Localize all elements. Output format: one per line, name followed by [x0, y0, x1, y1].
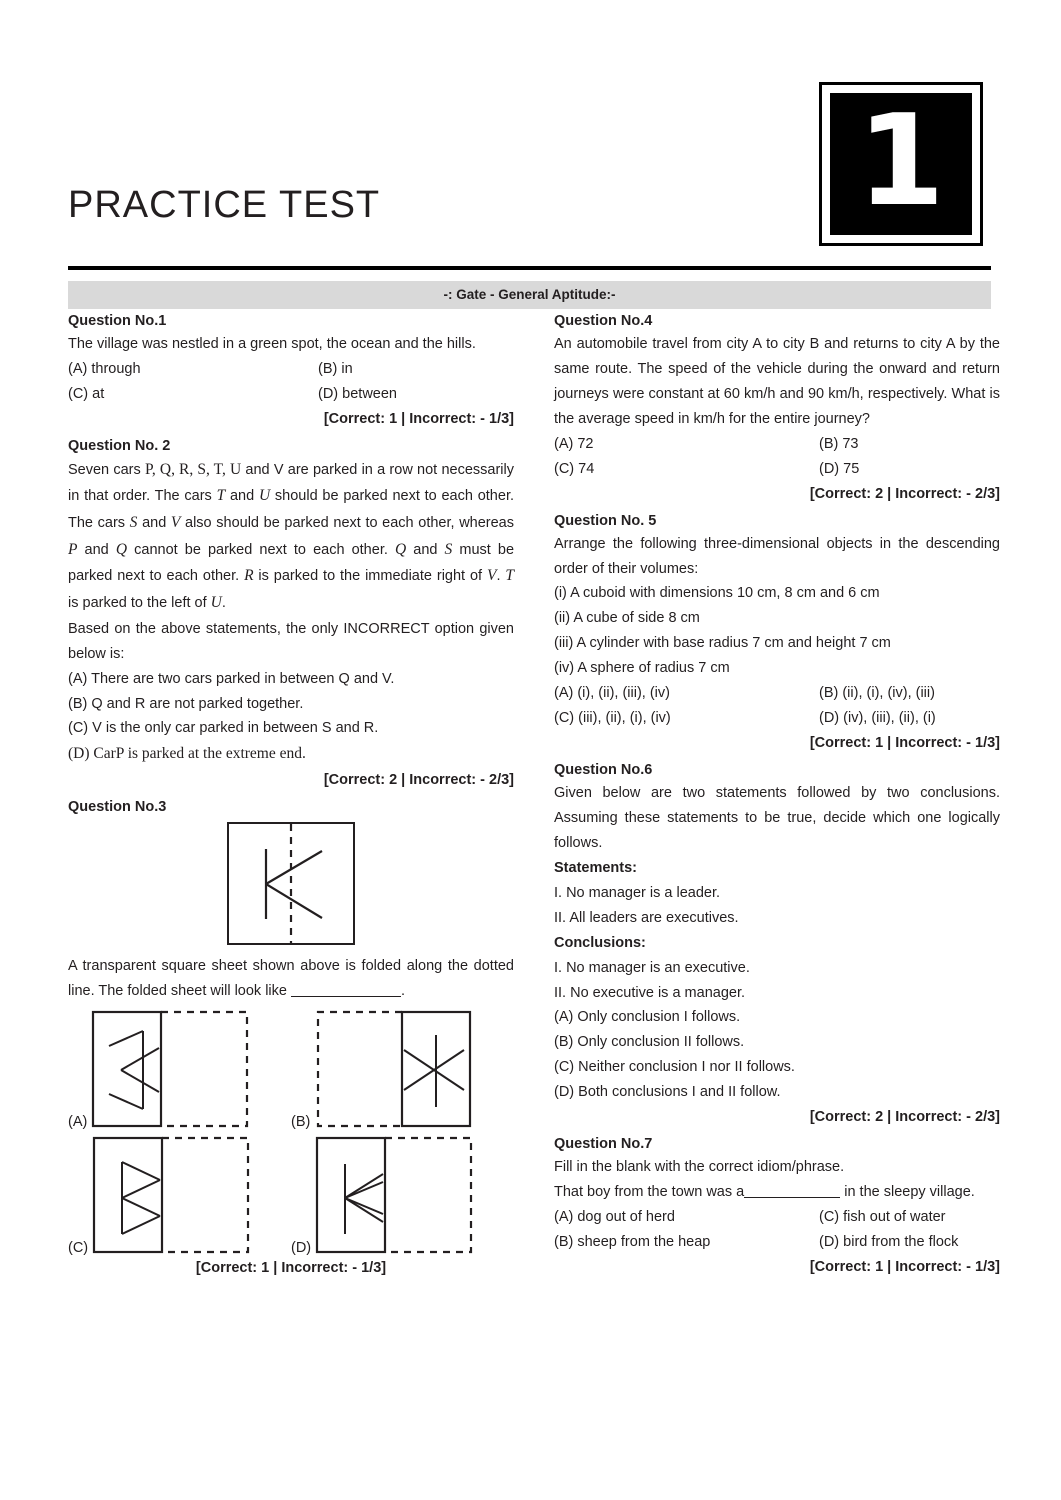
question-2-marks: [Correct: 2 | Incorrect: - 2/3] — [323, 772, 514, 789]
q2-var-T: T — [216, 487, 226, 505]
option-d-figure-svg — [315, 1134, 475, 1256]
question-3-heading: Question No.3 — [68, 798, 167, 815]
question-2-option-d-text: (D) CarP is parked at the extreme end. — [68, 745, 306, 763]
question-4-option-b[interactable]: (B) 73 — [819, 435, 859, 452]
q2-text-6: also should be parked next to each other, whereas — [180, 515, 515, 532]
question-3-option-c-label: (C) — [68, 1239, 89, 1256]
question-5-item-iv: (iv) A sphere of radius 7 cm — [554, 660, 730, 677]
question-4-heading: Question No.4 — [554, 313, 653, 329]
q2-text-5: and — [137, 515, 171, 532]
question-3-option-d-cell[interactable] — [291, 1134, 514, 1256]
question-7-options-row-1 — [554, 1205, 1000, 1230]
q2-var-S2: S — [444, 540, 453, 558]
question-7-option-b[interactable]: (B) sheep from the heap — [554, 1233, 711, 1250]
question-6-conclusion-1: I. No manager is an executive. — [554, 959, 750, 976]
question-5-item-ii: (ii) A cube of side 8 cm — [554, 610, 700, 627]
question-7-options-row-2 — [554, 1230, 1000, 1255]
question-6-conclusion-2: II. No executive is a manager. — [554, 984, 746, 1001]
question-5-option-c[interactable]: (C) (iii), (ii), (i), (iv) — [554, 710, 671, 727]
page-number-badge-value: 1 — [830, 93, 972, 235]
question-3-options-row-2 — [68, 1134, 514, 1256]
option-c-figure-svg — [92, 1134, 252, 1256]
question-4-body: An automobile travel from city A to city B and returns to city A by the same route. The speed of the vehicle during the onward and return journeys were constant at 60 km/h and 90 km/h, respectively. What is the average speed in km/h for the entire journey? — [554, 336, 1000, 427]
question-1-body: The village was nestled in a green spot, the ocean and the hills. — [68, 336, 476, 352]
question-5-options-row-1 — [554, 681, 1000, 706]
question-2-heading: Question No. 2 — [68, 437, 171, 454]
q7-text-1: That boy from the town was a — [554, 1184, 745, 1201]
question-5-option-a[interactable]: (A) (i), (ii), (iii), (iv) — [554, 685, 670, 702]
question-3-marks: [Correct: 1 | Incorrect: - 1/3] — [195, 1259, 387, 1276]
q2-text-7: and — [77, 541, 116, 558]
question-1-option-a[interactable]: (A) through — [68, 360, 141, 377]
question-5-item-iii: (iii) A cylinder with base radius 7 cm and height 7 cm — [554, 635, 891, 652]
q2-var-P: P — [68, 540, 78, 558]
question-5-item-i: (i) A cuboid with dimensions 10 cm, 8 cm and 6 cm — [554, 585, 880, 602]
question-1-options-row-1 — [68, 357, 514, 382]
question-6-conclusions-label: Conclusions: — [554, 934, 646, 951]
question-3-option-d-label: (D) — [291, 1239, 312, 1256]
section-banner: -: Gate - General Aptitude:- — [68, 281, 991, 309]
question-1-option-c[interactable]: (C) at — [68, 385, 105, 402]
question-2-instruction: Based on the above statements, the only INCORRECT option given below is: — [68, 620, 514, 662]
question-6-marks: [Correct: 2 | Incorrect: - 2/3] — [809, 1109, 1000, 1126]
q2-text-12: . — [496, 568, 506, 585]
content-columns — [68, 313, 1000, 1281]
question-5-options-row-2 — [554, 706, 1000, 731]
page-number-badge — [819, 82, 983, 246]
question-6-statements-label: Statements: — [554, 859, 637, 876]
q2-text-2: and V are parked in a row not necessarily in that order. The cars — [68, 461, 514, 505]
question-7-option-d[interactable]: (D) bird from the flock — [819, 1233, 959, 1250]
q2-var-S: S — [129, 514, 138, 532]
question-6-body: Given below are two statements followed by two conclusions. Assuming these statements to be true, decide which one logically follows. — [554, 785, 1000, 851]
header-divider — [68, 266, 991, 270]
question-1-marks: [Correct: 1 | Incorrect: - 1/3] — [323, 410, 514, 427]
question-3-option-b-label: (B) — [291, 1113, 311, 1130]
question-5-marks: [Correct: 1 | Incorrect: - 1/3] — [809, 735, 1000, 752]
q3-text-2: . — [401, 982, 406, 999]
q2-text-3: and — [225, 488, 259, 505]
q2-var-U2: U — [210, 594, 222, 612]
q2-var-R: R — [244, 567, 254, 585]
question-3-option-a-cell[interactable] — [68, 1008, 291, 1130]
question-4-option-a[interactable]: (A) 72 — [554, 435, 594, 452]
question-5-option-b[interactable]: (B) (ii), (i), (iv), (iii) — [819, 685, 935, 702]
question-4-options-row-1 — [554, 432, 1000, 457]
q2-text-8: cannot be parked next to each other. — [127, 541, 395, 558]
question-5-option-d[interactable]: (D) (iv), (iii), (ii), (i) — [819, 710, 936, 727]
question-1-option-d[interactable]: (D) between — [318, 385, 397, 402]
question-4-option-d[interactable]: (D) 75 — [819, 460, 860, 477]
question-2-option-c[interactable]: (C) V is the only car parked in between S and R. — [68, 720, 379, 737]
question-1-heading: Question No.1 — [68, 313, 167, 329]
q2-var-Q2: Q — [394, 540, 407, 558]
q3-text-1: A transparent square sheet shown above is folded along the dotted line. The folded sheet will look like — [68, 957, 514, 999]
question-4-options-row-2 — [554, 457, 1000, 482]
q3-blank — [291, 996, 401, 997]
question-3-option-a-label: (A) — [68, 1113, 88, 1130]
q2-text-1: Seven cars — [68, 461, 146, 478]
q2-text-14: . — [221, 595, 226, 612]
question-6-statement-1: I. No manager is a leader. — [554, 884, 721, 901]
question-7-option-a[interactable]: (A) dog out of herd — [554, 1209, 675, 1225]
question-6-option-b[interactable]: (B) Only conclusion II follows. — [554, 1034, 745, 1051]
option-b-figure-svg — [314, 1008, 474, 1130]
question-3-option-c-cell[interactable] — [68, 1134, 291, 1256]
question-6-option-a[interactable]: (A) Only conclusion I follows. — [554, 1009, 741, 1026]
q2-text-10: must be parked next to each other. — [68, 541, 515, 585]
question-4-option-c[interactable]: (C) 74 — [554, 460, 595, 477]
q2-text-4: should be parked next to each other. The cars — [68, 488, 514, 532]
q2-text-9: and — [406, 541, 445, 558]
question-1-option-b[interactable]: (B) in — [318, 360, 353, 377]
page-title: PRACTICE TEST — [68, 184, 381, 226]
question-6-heading: Question No.6 — [554, 762, 653, 778]
question-1-options-row-2 — [68, 382, 514, 407]
question-7-instruction: Fill in the blank with the correct idiom/phrase. — [554, 1159, 845, 1176]
question-2-body — [68, 457, 514, 617]
question-2-option-b[interactable]: (B) Q and R are not parked together. — [68, 695, 304, 712]
question-3-body — [68, 954, 514, 1004]
question-3-option-b-cell[interactable] — [291, 1008, 514, 1130]
question-2-option-a[interactable]: (A) There are two cars parked in between Q and V. — [68, 670, 395, 687]
question-4-marks: [Correct: 2 | Incorrect: - 2/3] — [809, 485, 1000, 502]
question-7-option-c[interactable]: (C) fish out of water — [819, 1209, 946, 1225]
question-3-figure — [68, 821, 514, 946]
question-7-marks: [Correct: 1 | Incorrect: - 1/3] — [809, 1258, 1000, 1275]
option-a-figure-svg — [91, 1008, 251, 1130]
q7-blank — [744, 1197, 840, 1198]
q2-text-11: is parked to the immediate right of — [253, 568, 487, 585]
folded-sheet-figure-svg — [226, 821, 356, 946]
question-6-statement-2: II. All leaders are executives. — [554, 909, 739, 926]
question-6-option-d[interactable]: (D) Both conclusions I and II follow. — [554, 1084, 781, 1101]
question-3-options-row-1 — [68, 1008, 514, 1130]
question-7-body — [554, 1180, 1000, 1205]
question-5-body: Arrange the following three-dimensional objects in the descending order of their volumes: — [554, 535, 1000, 577]
question-5-heading: Question No. 5 — [554, 512, 657, 529]
page-header — [0, 0, 1061, 234]
q2-vars-list: P, Q, R, S, T, U — [145, 460, 242, 478]
q2-var-U: U — [258, 487, 271, 505]
q2-var-V2: V — [486, 567, 497, 585]
q2-text-13: is parked to the left of — [68, 595, 211, 612]
q7-text-2: in the sleepy village. — [840, 1184, 975, 1201]
q2-var-T2: T — [505, 567, 514, 585]
question-6-option-c[interactable]: (C) Neither conclusion I nor II follows. — [554, 1059, 795, 1076]
left-column — [68, 313, 514, 1281]
right-column — [554, 313, 1000, 1281]
q2-var-Q: Q — [115, 540, 128, 558]
q2-var-V: V — [170, 514, 181, 532]
question-7-heading: Question No.7 — [554, 1136, 653, 1153]
question-2-option-d[interactable] — [68, 741, 514, 768]
